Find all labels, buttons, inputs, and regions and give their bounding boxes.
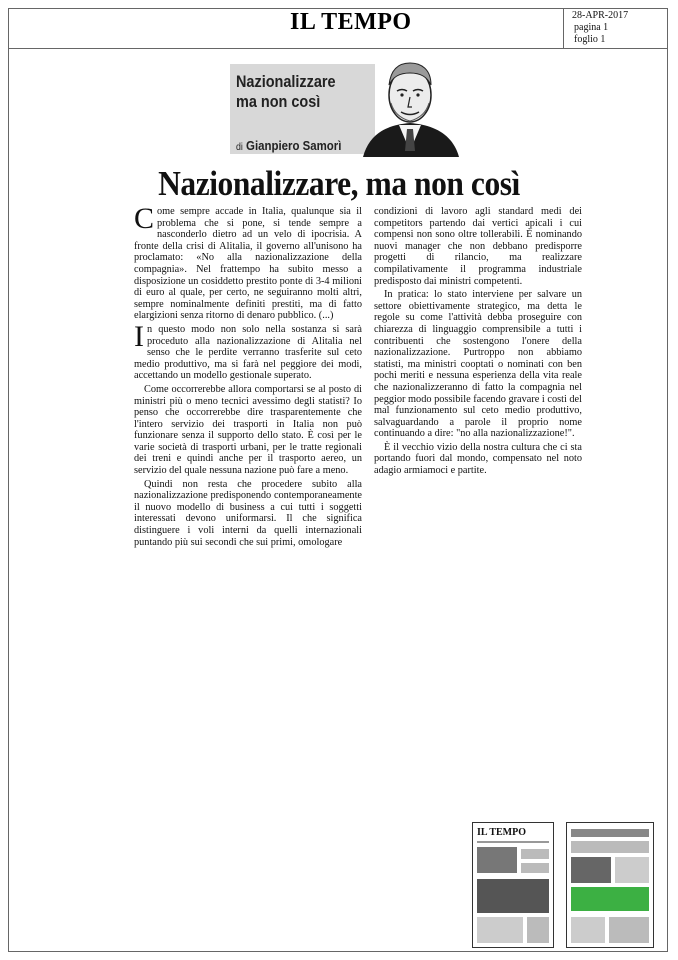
paragraph-text: ome sempre accade in Italia, qualunque sia il problema che si pone, si tende sempre a nasconderlo dietro ad un velo di ipocrisia. A fronte della crisi di Alitalia, il governo all'unisono ha proclamato: «No alla nazionalizzazione della compagnia». Nel frattempo ha subito messo a disposizione un cosiddetto prestito ponte di 3-4 milioni di euro al quale, per certo, ne seguiranno molti altri, sempre nominalmente definiti prestiti, ma di fatto elargizioni senza ritorno di denaro pubblico. (...) — [134, 206, 362, 322]
thumbnail-text-block — [477, 917, 523, 943]
article-column-1 — [134, 202, 362, 550]
clipping-meta — [563, 8, 668, 48]
thumbnail-text-block — [521, 849, 549, 859]
clipping-date: 28-APR-2017 — [572, 10, 629, 21]
thumbnail-text-block — [521, 863, 549, 873]
paragraph: Come occorrerebbe allora comportarsi se al posto di ministri più o meno tecnici avessimo degli statisti? Io penso che occorrerebbe dire trasparentemente che l'intero servizio dei trasporti in Italia non può funzionare senza il supporto dello stato. È così per le varie società di trasporti urbani, per le tratte regionali dei treni e quindi anche per il trasporto aereo, un servizio del quale nessuna nazione può fare a meno. — [134, 383, 362, 477]
paragraph — [134, 202, 362, 322]
author-portrait-illustration — [355, 55, 465, 157]
thumbnail-photo — [477, 847, 517, 873]
paragraph — [134, 319, 362, 382]
masthead: IL TEMPO — [290, 9, 412, 35]
drop-cap: C — [134, 202, 155, 235]
paragraph: Quindi non resta che procedere subito alla nazionalizzazione predisponendo contemporaneamente il nuovo modello di business a cui tutti i soggetti interessati devono uniformarsi. Il che significa distinguere i voli interni da quelli internazionali puntando più sui secondi che sui primi, omologare — [134, 478, 362, 548]
thumbnail-highlight — [571, 887, 649, 911]
thumbnail-photo — [477, 879, 549, 913]
paragraph: È il vecchio vizio della nostra cultura che ci sta portando fuori dal mondo, compensato nel noto adagio armiamoci e partite. — [374, 441, 582, 477]
thumbnail-text-block — [571, 917, 605, 943]
thumbnail-text-block — [615, 857, 649, 883]
article-headline: Nazionalizzare, ma non così — [158, 164, 520, 203]
clipping-sheet: foglio 1 — [574, 34, 606, 45]
thumbnail-text-block — [571, 841, 649, 853]
thumbnail-text-block — [527, 917, 549, 943]
thumbnail-header — [571, 829, 649, 837]
byline-name: Gianpiero Samorì — [246, 138, 342, 153]
paragraph: In pratica: lo stato interviene per salvare un settore obiettivamente strategico, ma detta le regole su come l'attività debba proseguire con chiarezza di linguaggio comprensibile a tutti i contribuenti che sostengono l'onere della nazionalizzazione. Purtroppo non abbiamo statisti, ma ministri cooptati o nominati con ben pochi meriti e nessuna esperienza della vita reale che nazionalizzeranno di fatto la compagnia nel peggior modo possibile facendo gravare i costi del mal funzionamento sul ceto medio produttivo, salvaguardando a parole il proprio nome continuando a dire: "no alla nazionalizzazione!". — [374, 289, 582, 440]
thumbnail-masthead: IL TEMPO — [477, 827, 526, 838]
front-page-thumbnail — [472, 822, 554, 948]
banner-title-line1: Nazionalizzare — [236, 72, 336, 91]
clipping-page: pagina 1 — [574, 22, 609, 33]
banner-title-line2: ma non così — [236, 92, 321, 111]
thumbnail-photo — [571, 857, 611, 883]
thumbnail-text-block — [609, 917, 649, 943]
banner-title — [236, 72, 372, 112]
drop-cap: I — [134, 319, 144, 353]
paragraph: condizioni di lavoro agli standard medi dei competitors partendo dai vertici apicali i cui compensi non sono oltre tollerabili. È nominando nuovi manager che non debbano predisporre progetti di rilancio, ma realizzare compilativamente il programma industriale predisposto dai ministri competenti. — [374, 206, 582, 287]
article-column-2 — [374, 206, 582, 479]
byline-prefix: di — [236, 142, 243, 153]
inner-page-thumbnail — [566, 822, 654, 948]
paragraph-text: n questo modo non solo nella sostanza si sarà proceduto alla nazionalizzazione di Alitalia nel senso che le perdite verranno trasferite sul ceto medio produttivo, ma si farà nel peggiore dei modi, accettando un modello gestionale superato. — [134, 323, 362, 382]
banner-byline — [236, 138, 341, 153]
thumbnail-rule — [477, 841, 549, 843]
